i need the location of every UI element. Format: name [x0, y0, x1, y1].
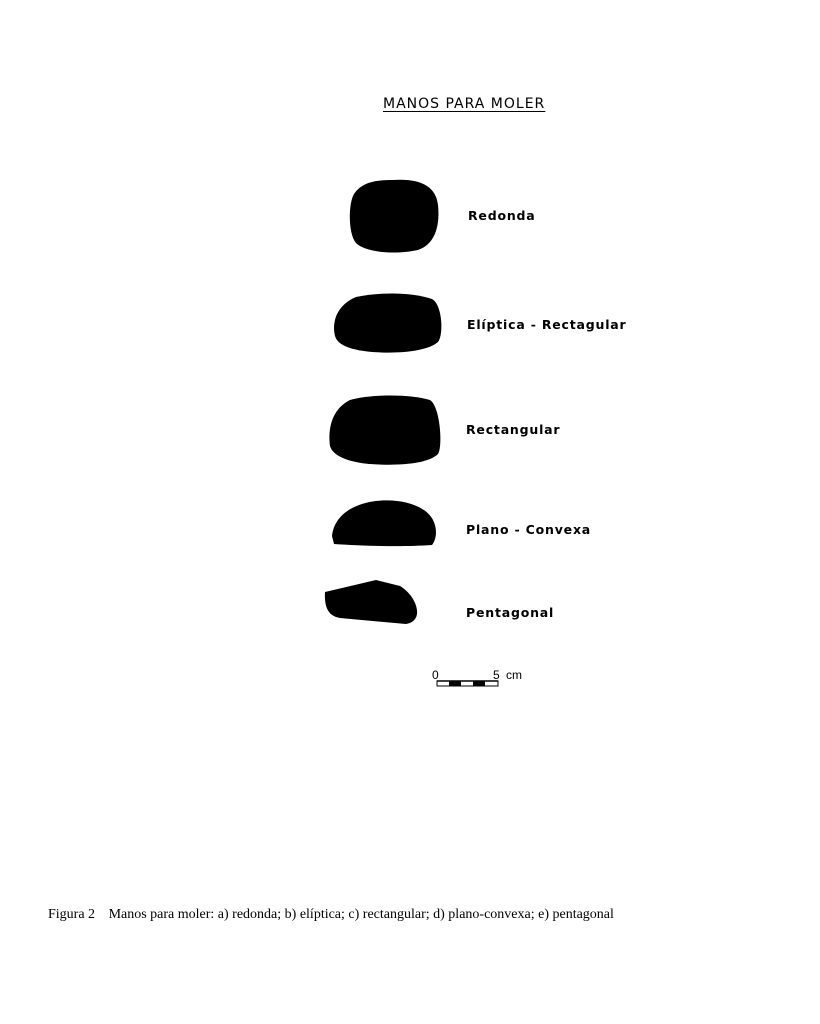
plano-convexa-shape — [332, 500, 436, 546]
figure-number: Figura 2 — [48, 907, 96, 922]
label-redonda: Redonda — [468, 208, 536, 223]
redonda-shape — [350, 180, 439, 253]
figure-caption — [48, 907, 614, 923]
label-rectangular: Rectangular — [466, 422, 561, 437]
scale-bar — [437, 681, 498, 686]
rectangular-shape — [329, 396, 440, 465]
caption-text: Manos para moler: a) redonda; b) elíptica; c) rectangular; d) plano-convexa; e) pentagonal — [108, 907, 614, 922]
scale-start-label: 0 — [432, 668, 439, 682]
eliptica-rectagular-shape — [334, 293, 441, 352]
scale-unit-label: cm — [506, 668, 522, 682]
figure-title: MANOS PARA MOLER — [383, 96, 546, 112]
label-plano-convexa: Plano - Convexa — [466, 522, 592, 537]
pentagonal-shape — [325, 580, 417, 624]
scale-end-label: 5 — [493, 668, 500, 682]
label-pentagonal: Pentagonal — [466, 605, 555, 620]
label-eliptica-rectagular: Elíptica - Rectagular — [467, 317, 627, 332]
